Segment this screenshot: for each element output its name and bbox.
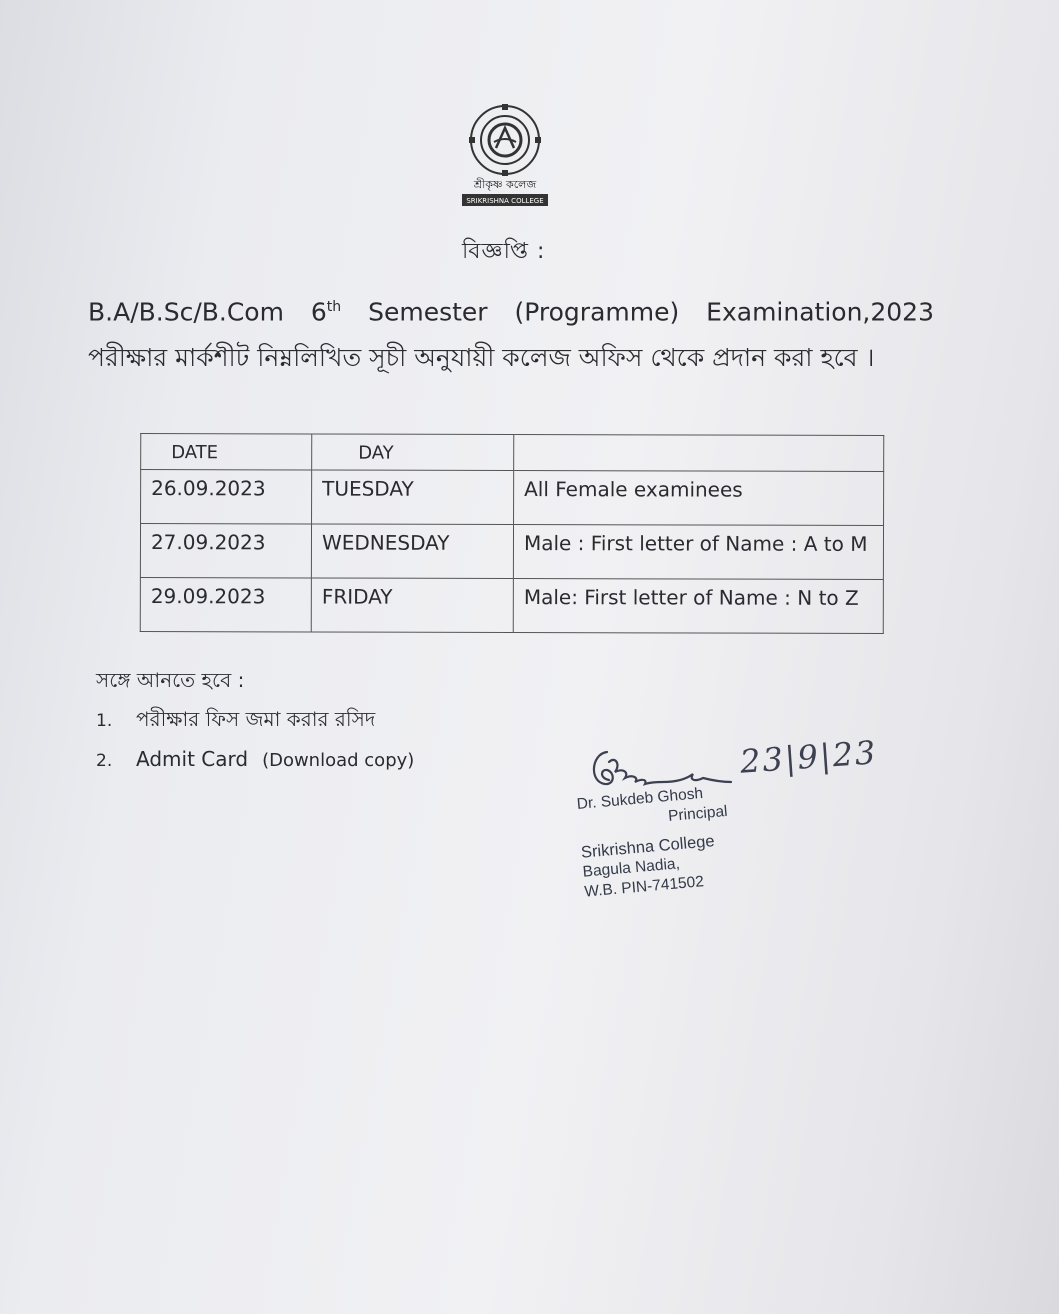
intro-exam-suffix: Semester (Programme) Examination,2023 — [341, 297, 934, 327]
intro-exam-prefix: B.A/B.Sc/B.Com 6 — [88, 297, 327, 327]
list-item-note: (Download copy) — [262, 750, 415, 771]
principal-stamp — [576, 782, 734, 903]
list-item-text: Admit Card — [136, 747, 249, 771]
notice-heading: বিজ্ঞপ্তি : — [462, 239, 546, 264]
principal-designation: Principal — [667, 802, 729, 826]
list-item-number: 1. — [96, 711, 113, 731]
header-day: DAY — [312, 434, 514, 471]
bring-list — [96, 700, 414, 780]
stamp-address-line1: Bagula Nadia, — [582, 855, 681, 881]
list-item-number: 2. — [96, 751, 113, 771]
header-group — [514, 435, 884, 472]
logo-name-en: SRIKRISHNA COLLEGE — [466, 197, 544, 205]
list-item — [96, 700, 414, 740]
intro-bengali-text: পরীক্ষার মার্কশীট নিম্নলিখিত সূচী অনুযায়ী কলেজ অফিস থেকে প্রদান করা হবে । — [88, 343, 875, 373]
row-date: 29.09.2023 — [140, 578, 311, 632]
principal-name: Dr. Sukdeb Ghosh — [576, 784, 704, 813]
row-date: 27.09.2023 — [140, 524, 311, 578]
schedule-table — [140, 433, 885, 634]
row-date: 26.09.2023 — [141, 470, 312, 524]
table-header-row — [141, 434, 884, 472]
signature-date: 23|9|23 — [738, 733, 879, 781]
table-row — [140, 578, 883, 634]
list-item — [96, 740, 414, 780]
header-date: DATE — [141, 434, 312, 470]
row-group: Male : First letter of Name : A to M — [513, 525, 883, 580]
row-day: FRIDAY — [311, 578, 513, 633]
row-day: WEDNESDAY — [311, 524, 513, 579]
stamp-address-line2: W.B. PIN-741502 — [583, 873, 705, 901]
row-group: All Female examinees — [514, 471, 884, 526]
intro-exam-sup: th — [326, 299, 342, 315]
college-logo — [452, 90, 558, 210]
bring-heading: সঙ্গে আনতে হবে : — [96, 668, 245, 692]
row-group: Male: First letter of Name : N to Z — [513, 579, 883, 634]
stamp-college: Srikrishna College — [580, 832, 716, 862]
list-item-text: পরীক্ষার ফিস জমা করার রসিদ — [136, 707, 376, 731]
logo-name-bn: শ্রীকৃষ্ণ কলেজ — [473, 178, 537, 191]
row-day: TUESDAY — [312, 470, 514, 525]
notice-intro — [88, 284, 934, 381]
table-row — [140, 524, 883, 580]
table-row — [141, 470, 884, 526]
